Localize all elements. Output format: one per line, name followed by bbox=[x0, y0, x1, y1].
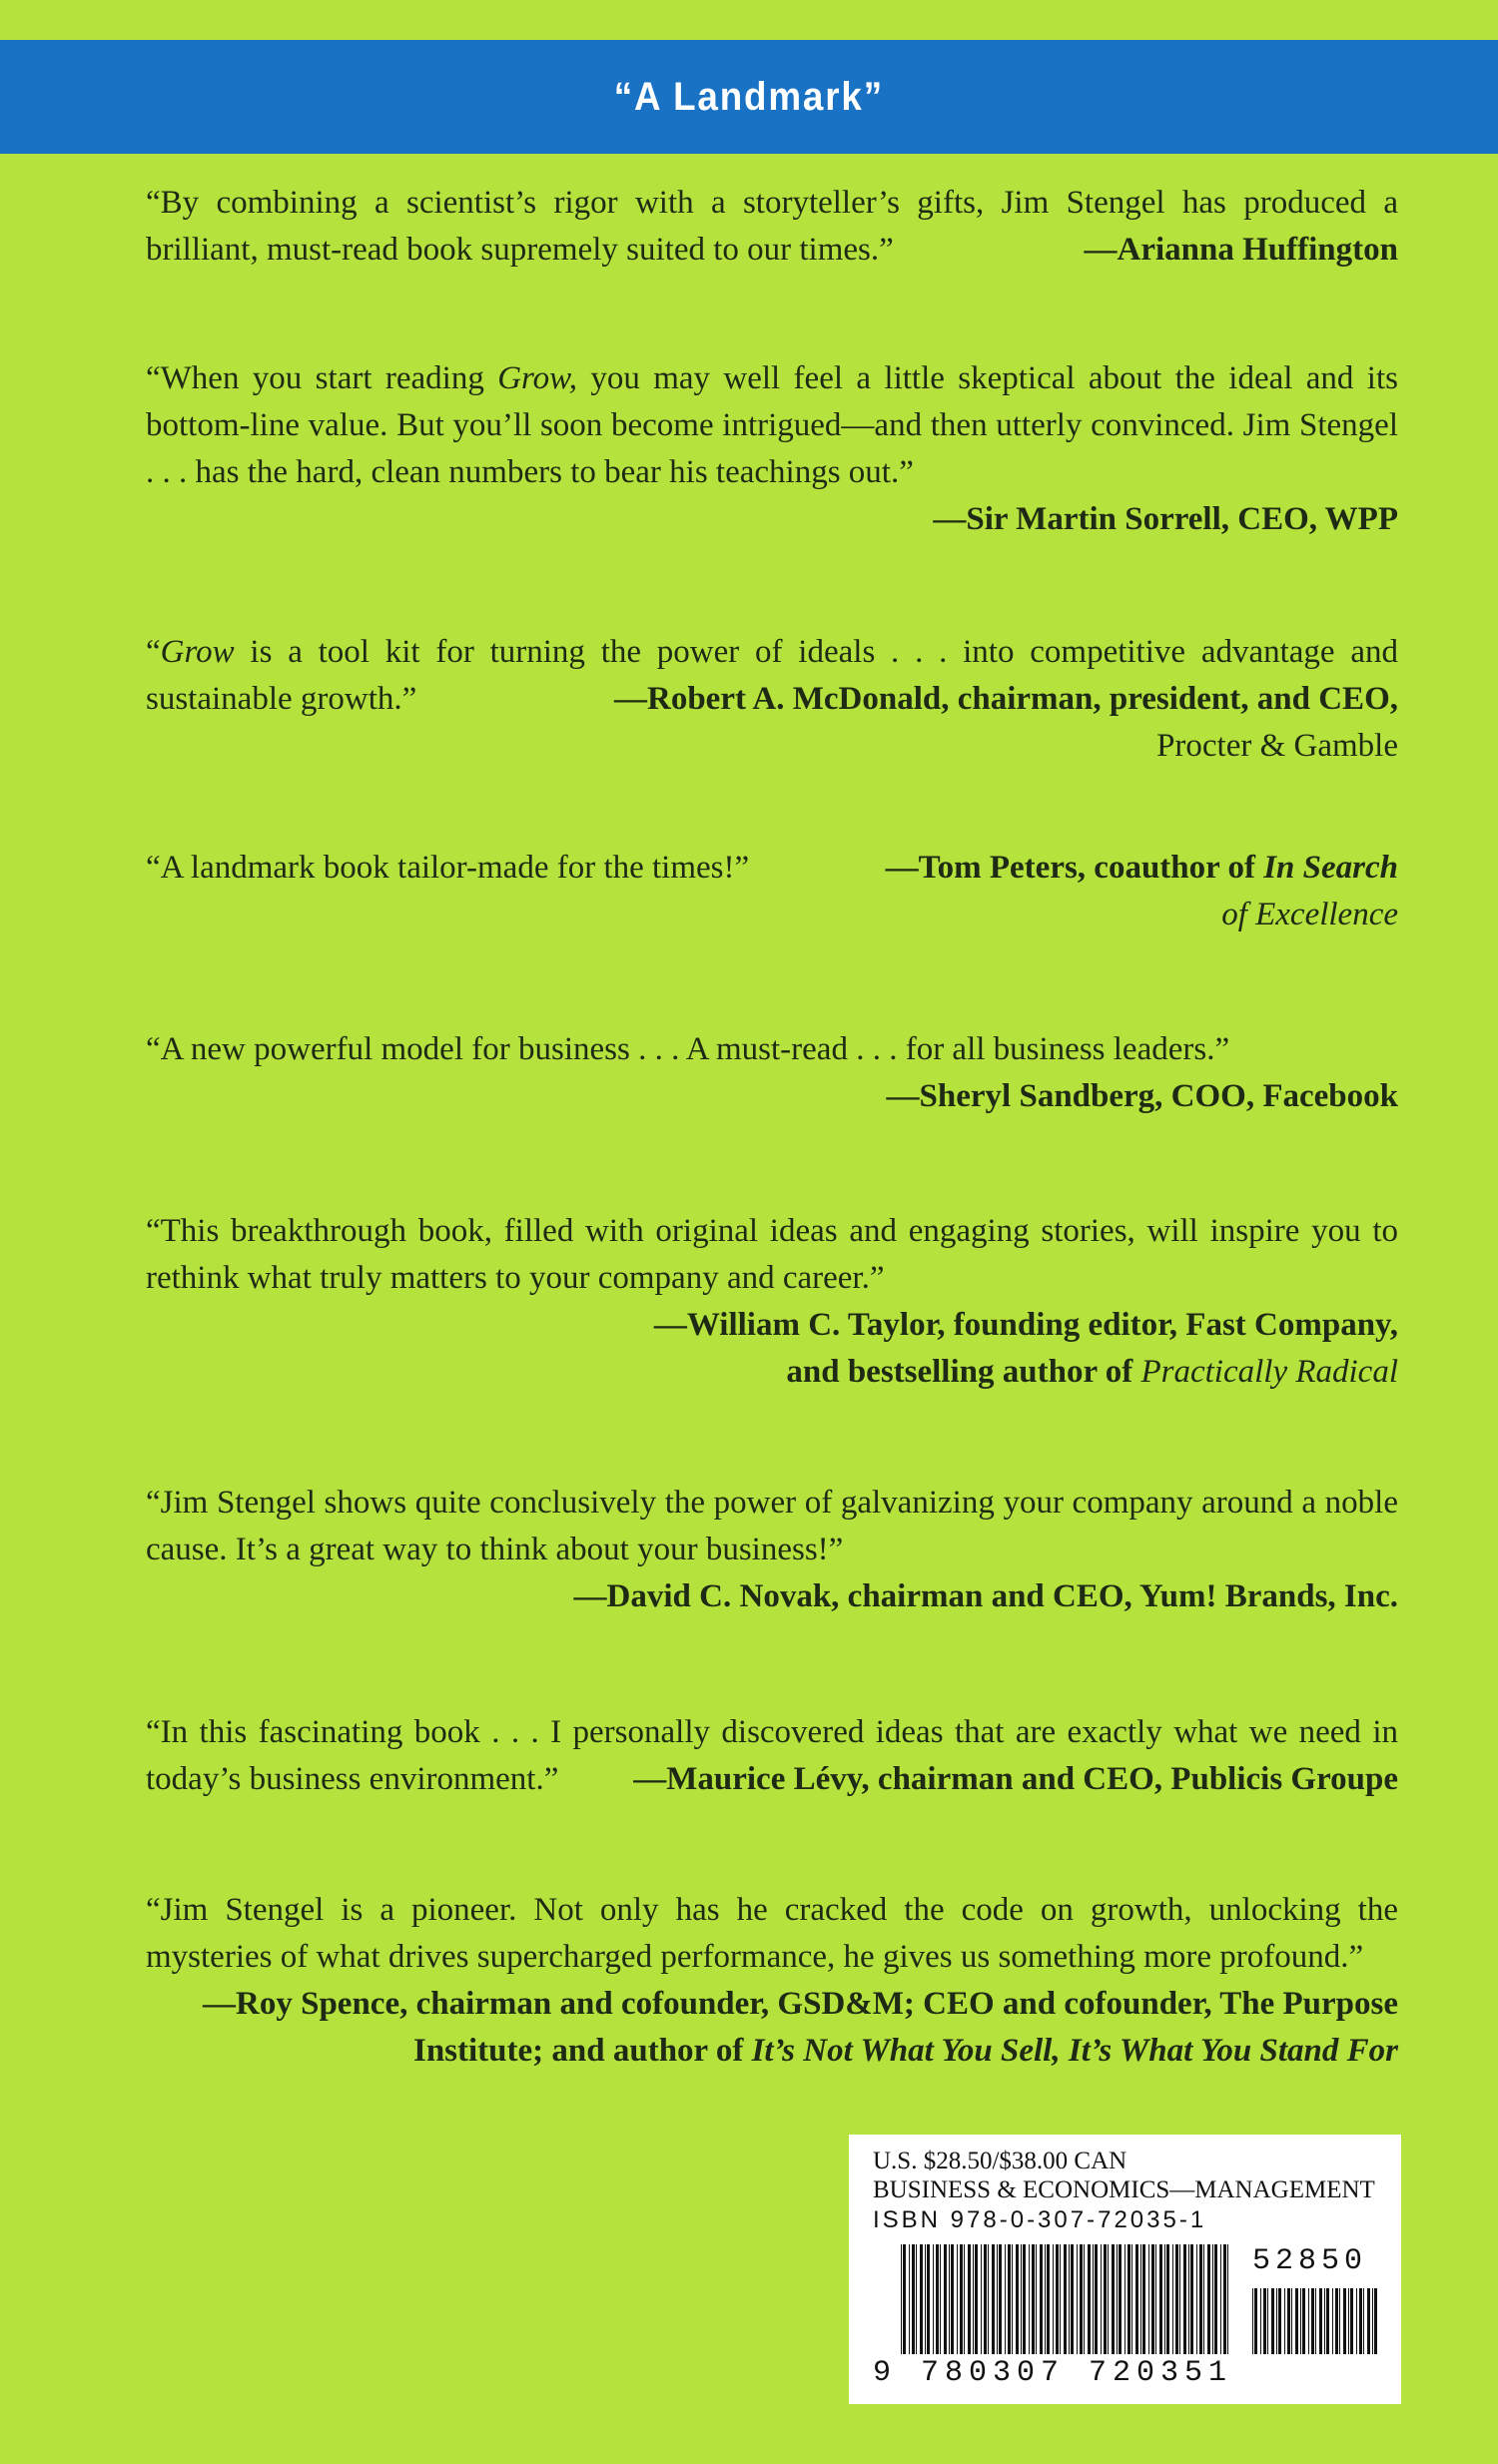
barcode-bar bbox=[912, 2244, 915, 2354]
barcode-bar bbox=[925, 2244, 926, 2354]
barcode-bar bbox=[1319, 2288, 1322, 2354]
barcode-bar bbox=[1372, 2288, 1373, 2354]
barcode-bar bbox=[1271, 2288, 1274, 2354]
barcode-bar bbox=[1029, 2244, 1030, 2354]
barcode-bar bbox=[1164, 2244, 1165, 2354]
barcode-bar bbox=[1008, 2244, 1011, 2354]
barcode-bar bbox=[1196, 2244, 1197, 2354]
barcode-bar bbox=[957, 2244, 958, 2354]
barcode-bar bbox=[1119, 2244, 1122, 2354]
barcode-bar bbox=[1071, 2244, 1074, 2354]
book-title: In Search bbox=[1263, 850, 1398, 886]
barcode-bar bbox=[1080, 2244, 1083, 2354]
barcode-bar bbox=[964, 2244, 965, 2354]
barcode-bar bbox=[1348, 2288, 1349, 2354]
barcode-bar bbox=[1227, 2244, 1228, 2354]
isbn-label: ISBN 978-0-307-72035-1 bbox=[873, 2206, 1207, 2233]
quote-attribution-line2 bbox=[146, 2028, 1398, 2075]
barcode-bar bbox=[1308, 2288, 1309, 2354]
barcode-bar bbox=[1135, 2244, 1138, 2354]
barcode-bar bbox=[1350, 2288, 1353, 2354]
barcode-bar bbox=[1166, 2244, 1169, 2354]
quote-attribution-line2: Procter & Gamble bbox=[1156, 728, 1398, 764]
barcode-bar bbox=[968, 2244, 971, 2354]
barcode-bar bbox=[1012, 2244, 1013, 2354]
page-title: “A Landmark” bbox=[613, 74, 885, 119]
quote-attribution: —Roy Spence, chairman and cofounder, GSD&M; CEO and cofounder, The Purpose bbox=[203, 1986, 1398, 2022]
barcode-bar bbox=[1214, 2244, 1217, 2354]
book-title: Grow bbox=[160, 634, 235, 670]
category-label: BUSINESS & ECONOMICS—MANAGEMENT bbox=[873, 2176, 1375, 2203]
barcode-bar bbox=[981, 2244, 982, 2354]
barcode-bar bbox=[1101, 2244, 1102, 2354]
barcode-bar bbox=[951, 2244, 954, 2354]
barcode-bar bbox=[1332, 2288, 1333, 2354]
barcode-bar bbox=[1223, 2244, 1226, 2354]
barcode-addon-number: 52850 bbox=[1252, 2244, 1368, 2278]
barcode-bar bbox=[1064, 2244, 1067, 2354]
barcode-bar bbox=[1190, 2244, 1193, 2354]
barcode-bar bbox=[1260, 2288, 1261, 2354]
quote-sorrell bbox=[146, 355, 1398, 543]
quote-attribution-line2 bbox=[146, 1349, 1398, 1396]
barcode-bar bbox=[1104, 2244, 1107, 2354]
quote-attribution: —William C. Taylor, founding editor, Fast Company, bbox=[653, 1307, 1398, 1343]
quote-text: “In this fascinating book . . . I personally discovered ideas that are exactly what we need in today’s business environment.” bbox=[146, 1714, 1398, 1797]
barcode-bar bbox=[1302, 2288, 1305, 2354]
open-quote: “ bbox=[146, 634, 161, 670]
barcode-bar bbox=[1183, 2244, 1186, 2354]
attribution-prefix: Institute; and author of bbox=[412, 2033, 752, 2069]
barcode-bar bbox=[1140, 2244, 1141, 2354]
barcode-bar bbox=[973, 2244, 974, 2354]
barcode-bar bbox=[1278, 2288, 1281, 2354]
barcode-bar bbox=[1326, 2288, 1329, 2354]
barcode-bar bbox=[1021, 2244, 1022, 2354]
barcode-bar bbox=[1212, 2244, 1213, 2354]
price-barcode-box bbox=[849, 2135, 1401, 2404]
barcode-bar bbox=[1155, 2244, 1156, 2354]
barcode-bar bbox=[1175, 2244, 1178, 2354]
barcode-number: 9 780307 720351 bbox=[873, 2356, 1233, 2390]
book-title: It’s Not What You Sell, It’s What You Stand For bbox=[751, 2033, 1398, 2069]
quote-taylor bbox=[146, 1208, 1398, 1396]
barcode-bar bbox=[1203, 2244, 1204, 2354]
barcode-bar bbox=[1148, 2244, 1149, 2354]
barcode-bar bbox=[1254, 2288, 1257, 2354]
barcode-bar bbox=[901, 2244, 902, 2354]
barcode-bar bbox=[997, 2244, 998, 2354]
barcode-bar bbox=[1267, 2288, 1268, 2354]
barcode-bar bbox=[960, 2244, 963, 2354]
barcode-bar bbox=[1287, 2288, 1290, 2354]
header-bar bbox=[0, 40, 1498, 154]
barcode-main bbox=[901, 2244, 1230, 2354]
quote-text: is a tool kit for turning the power of ideals . . . into competitive advantage and sustainable growth.” bbox=[146, 634, 1398, 717]
barcode-bar bbox=[1151, 2244, 1154, 2354]
barcode-bar bbox=[1220, 2244, 1221, 2354]
quote-text: “A new powerful model for business . . . A must-read . . . for all business leaders.” bbox=[146, 1031, 1230, 1067]
barcode-bar bbox=[940, 2244, 941, 2354]
barcode-bar bbox=[975, 2244, 978, 2354]
barcode-bar bbox=[1005, 2244, 1006, 2354]
quote-attribution: —David C. Novak, chairman and CEO, Yum! Brands, Inc. bbox=[573, 1578, 1398, 1614]
barcode-bar bbox=[933, 2244, 934, 2354]
barcode-bar bbox=[1172, 2244, 1173, 2354]
barcode-bar bbox=[1093, 2244, 1094, 2354]
barcode-bar bbox=[1367, 2288, 1370, 2354]
barcode-bar bbox=[1023, 2244, 1026, 2354]
quote-spence bbox=[146, 1887, 1398, 2075]
quote-text: you may well feel a little skeptical about the ideal and its bottom-line value. But you’ll soon become intrigued—and then utterly convinced. Jim Stengel . . . has the hard, clean numbers to bear his teachings out.” bbox=[146, 360, 1398, 490]
quote-text: “Jim Stengel shows quite conclusively the power of galvanizing your company around a noble cause. It’s a great way to think about your business!” bbox=[146, 1485, 1398, 1567]
barcode-bar bbox=[1084, 2244, 1085, 2354]
barcode-bar bbox=[1295, 2288, 1298, 2354]
quote-text: “Jim Stengel is a pioneer. Not only has he cracked the code on growth, unlocking the mysteries of what drives supercharged performance, he gives us something more profound.” bbox=[146, 1892, 1398, 1975]
barcode-bar bbox=[903, 2244, 906, 2354]
barcode-bar bbox=[992, 2244, 995, 2354]
barcode-bar bbox=[1284, 2288, 1285, 2354]
barcode-bar bbox=[1131, 2244, 1132, 2354]
barcode-bar bbox=[1335, 2288, 1338, 2354]
barcode-bar bbox=[1207, 2244, 1210, 2354]
barcode-bar bbox=[1069, 2244, 1070, 2354]
price-label: U.S. $28.50/$38.00 CAN bbox=[873, 2148, 1127, 2174]
barcode-bar bbox=[1359, 2288, 1362, 2354]
barcode-bar bbox=[1077, 2244, 1078, 2354]
barcode-bar bbox=[927, 2244, 930, 2354]
barcode-bar bbox=[1188, 2244, 1189, 2354]
book-title: Grow, bbox=[497, 360, 577, 396]
barcode-bar bbox=[936, 2244, 939, 2354]
barcode-bar bbox=[1374, 2288, 1377, 2354]
barcode-bar bbox=[984, 2244, 987, 2354]
barcode-bar bbox=[949, 2244, 950, 2354]
quote-attribution: —Arianna Huffington bbox=[1084, 232, 1398, 268]
barcode-bar bbox=[1324, 2288, 1325, 2354]
barcode-bar bbox=[1127, 2244, 1130, 2354]
quote-novak bbox=[146, 1480, 1398, 1620]
quote-text: “By combining a scientist’s rigor with a storyteller’s gifts, Jim Stengel has produced a brilliant, must-read book supremely suited to our times.” bbox=[146, 185, 1398, 268]
quote-peters bbox=[146, 845, 1398, 938]
barcode-bar bbox=[1108, 2244, 1109, 2354]
barcode-bar bbox=[1036, 2244, 1037, 2354]
barcode-bar bbox=[1045, 2244, 1046, 2354]
quote-text: “A landmark book tailor-made for the times!” bbox=[146, 850, 750, 886]
quote-attribution bbox=[886, 845, 1398, 892]
barcode-bar bbox=[1356, 2288, 1357, 2354]
barcode-bar bbox=[1032, 2244, 1035, 2354]
barcode-addon bbox=[1252, 2288, 1382, 2354]
barcode-bar bbox=[916, 2244, 917, 2354]
barcode-bar bbox=[1016, 2244, 1019, 2354]
quote-attribution: —Robert A. McDonald, chairman, president, and CEO, bbox=[613, 681, 1398, 717]
barcode-bar bbox=[1343, 2288, 1346, 2354]
barcode-bar bbox=[1088, 2244, 1091, 2354]
barcode-bar bbox=[1040, 2244, 1043, 2354]
barcode-bar bbox=[999, 2244, 1002, 2354]
barcode-bar bbox=[1291, 2288, 1292, 2354]
attribution-prefix: —Tom Peters, coauthor of bbox=[885, 850, 1264, 886]
barcode-bar bbox=[1179, 2244, 1180, 2354]
quote-text: “This breakthrough book, filled with original ideas and engaging stories, will inspire you to rethink what truly matters to your company and career.” bbox=[146, 1213, 1398, 1296]
barcode-bar bbox=[1339, 2288, 1340, 2354]
barcode-bar bbox=[1095, 2244, 1098, 2354]
barcode-bar bbox=[909, 2244, 910, 2354]
barcode-bar bbox=[1124, 2244, 1125, 2354]
barcode-bar bbox=[1142, 2244, 1145, 2354]
barcode-bar bbox=[1363, 2288, 1364, 2354]
quote-sandberg bbox=[146, 1026, 1398, 1120]
barcode-bar bbox=[988, 2244, 989, 2354]
barcode-bar bbox=[1263, 2288, 1266, 2354]
barcode-bar bbox=[1056, 2244, 1059, 2354]
barcode-bar bbox=[920, 2244, 923, 2354]
barcode-bar bbox=[944, 2244, 947, 2354]
barcode-bar bbox=[1199, 2244, 1202, 2354]
barcode-bar bbox=[1311, 2288, 1314, 2354]
barcode-bar bbox=[1112, 2244, 1115, 2354]
barcode-area bbox=[873, 2244, 1381, 2394]
quote-mcdonald bbox=[146, 629, 1398, 770]
quote-attribution: —Sheryl Sandberg, COO, Facebook bbox=[886, 1078, 1398, 1114]
quote-levy bbox=[146, 1709, 1398, 1803]
barcode-bar bbox=[1300, 2288, 1301, 2354]
barcode-bar bbox=[1315, 2288, 1316, 2354]
book-title-continued: of Excellence bbox=[1221, 897, 1398, 932]
attribution-prefix: and bestselling author of bbox=[786, 1354, 1141, 1390]
barcode-bar bbox=[1117, 2244, 1118, 2354]
barcode-bar bbox=[1276, 2288, 1277, 2354]
barcode-bar bbox=[1047, 2244, 1050, 2354]
barcode-bar bbox=[1053, 2244, 1054, 2354]
quote-attribution: —Sir Martin Sorrell, CEO, WPP bbox=[933, 501, 1398, 537]
barcode-bar bbox=[1159, 2244, 1162, 2354]
quote-attribution: —Maurice Lévy, chairman and CEO, Publicis Groupe bbox=[633, 1761, 1398, 1797]
barcode-bar bbox=[1060, 2244, 1061, 2354]
book-title: Practically Radical bbox=[1140, 1354, 1398, 1390]
quote-text: “When you start reading bbox=[146, 360, 498, 396]
quote-huffington bbox=[146, 180, 1398, 274]
barcode-bar bbox=[1252, 2288, 1253, 2354]
